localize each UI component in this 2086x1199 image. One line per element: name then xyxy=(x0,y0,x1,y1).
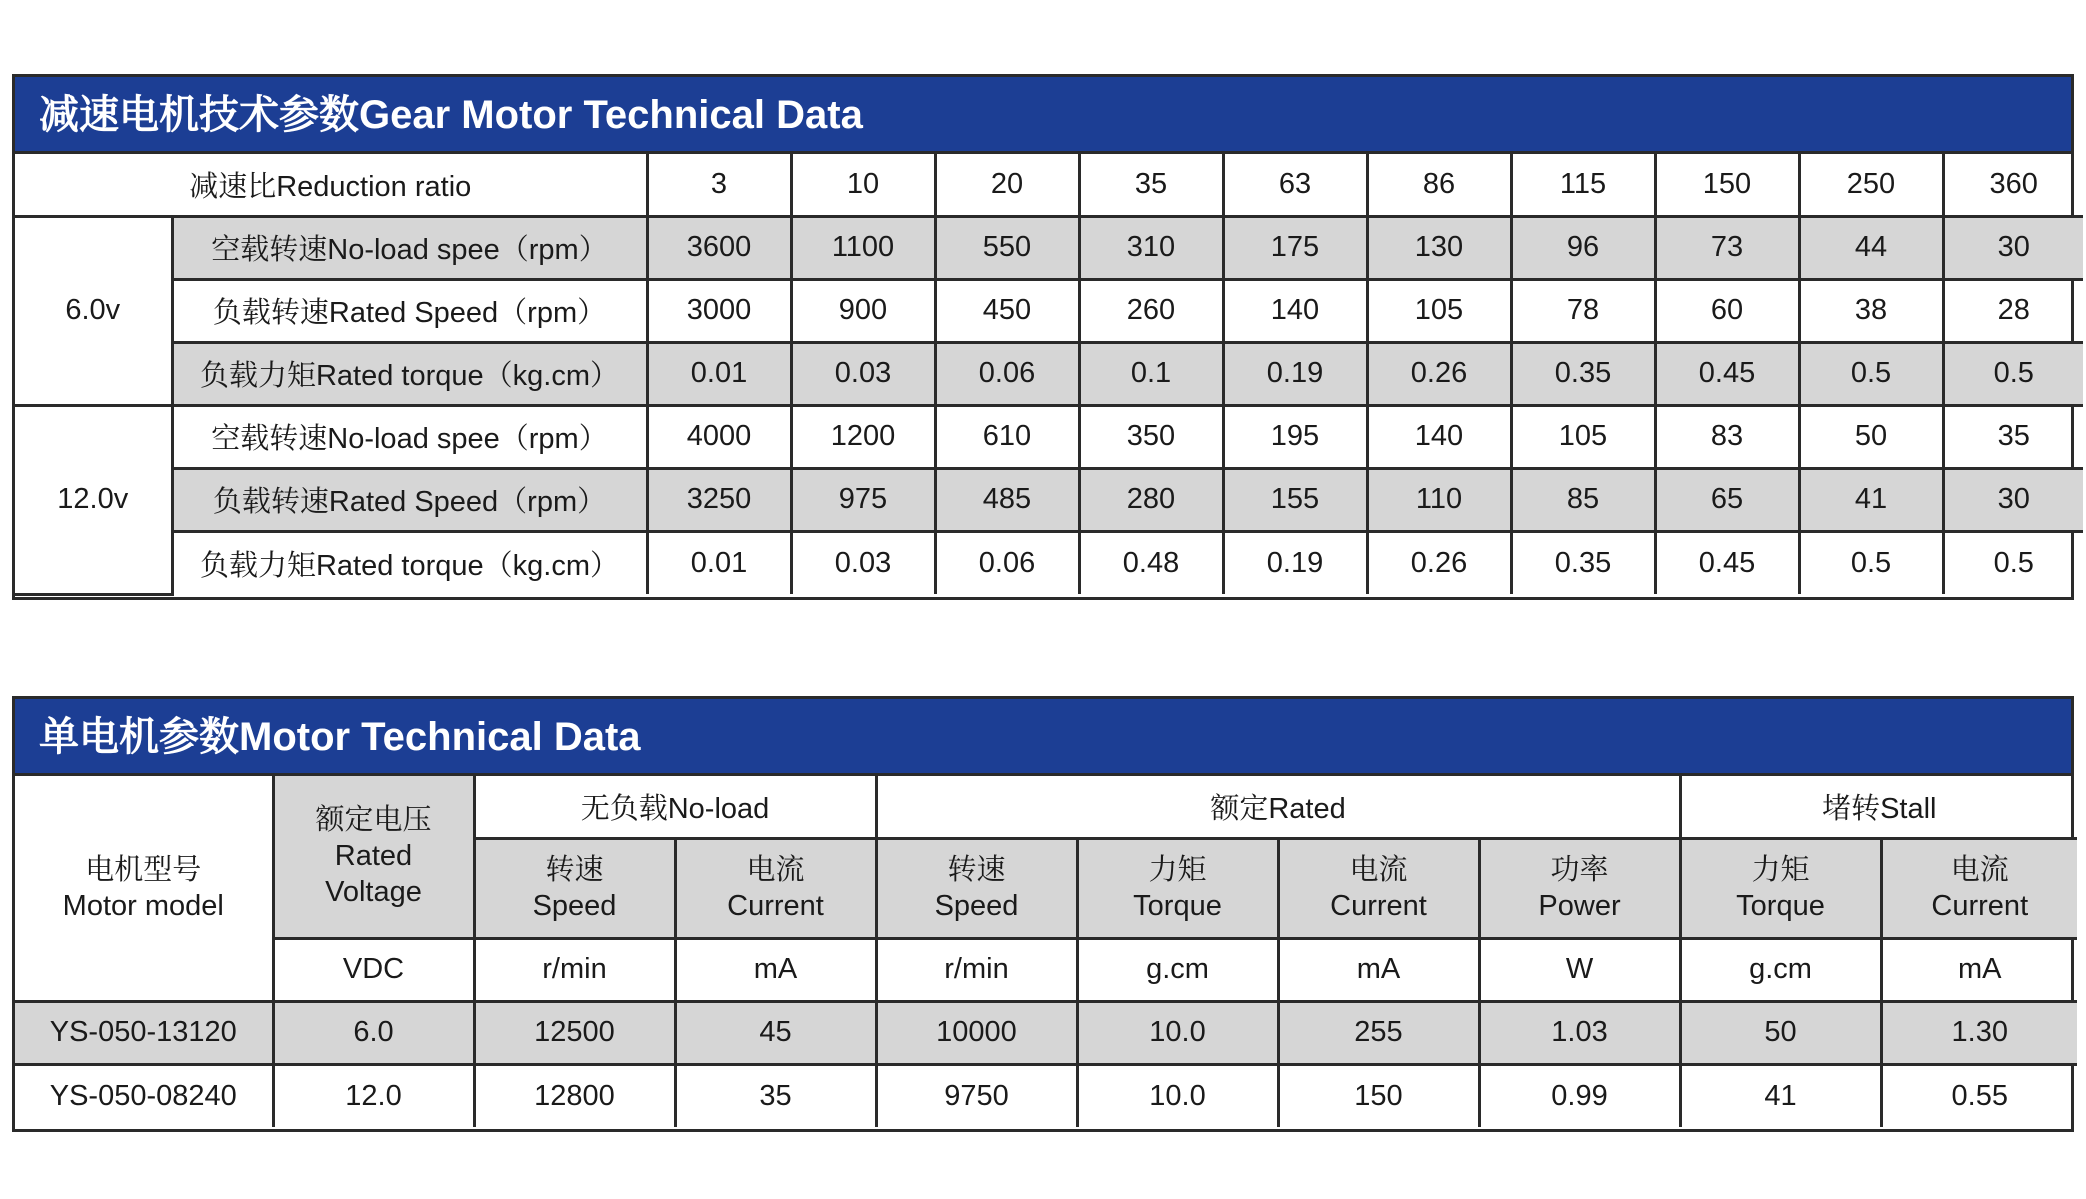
ratio-cell: 35 xyxy=(1079,154,1223,216)
value-cell: 38 xyxy=(1799,279,1943,342)
value-cell: 0.19 xyxy=(1223,342,1367,405)
value-cell: 0.5 xyxy=(1799,531,1943,594)
sub-header xyxy=(675,838,876,938)
value-cell: 195 xyxy=(1223,405,1367,468)
value-cell: 3250 xyxy=(647,468,791,531)
sub-header xyxy=(1077,838,1278,938)
value-cell: 10.0 xyxy=(1077,1064,1278,1127)
row-label: 负载力矩Rated torque（kg.cm） xyxy=(172,531,647,594)
value-cell: 485 xyxy=(935,468,1079,531)
value-cell: 0.19 xyxy=(1223,531,1367,594)
table-row xyxy=(15,468,2083,531)
value-cell: 350 xyxy=(1079,405,1223,468)
value-cell: 0.35 xyxy=(1511,531,1655,594)
value-cell: 0.45 xyxy=(1655,531,1799,594)
value-cell: 3600 xyxy=(647,216,791,279)
value-cell: 155 xyxy=(1223,468,1367,531)
ratio-cell: 10 xyxy=(791,154,935,216)
sub-header-cn: 功率 xyxy=(1550,854,1609,886)
value-cell: 0.5 xyxy=(1943,531,2083,594)
value-cell: 150 xyxy=(1278,1064,1479,1127)
value-cell: 6.0 xyxy=(273,1001,474,1064)
table-row xyxy=(15,1064,2077,1127)
rated-voltage-en2: Voltage xyxy=(325,876,422,909)
value-cell: 130 xyxy=(1367,216,1511,279)
value-cell: 0.5 xyxy=(1799,342,1943,405)
value-cell: 1.30 xyxy=(1881,1001,2077,1064)
rated-voltage-header xyxy=(273,776,474,938)
value-cell: 450 xyxy=(935,279,1079,342)
value-cell: 0.06 xyxy=(935,342,1079,405)
value-cell: 280 xyxy=(1079,468,1223,531)
gear-motor-table xyxy=(15,154,2083,596)
value-cell: 900 xyxy=(791,279,935,342)
sub-header-cn: 电流 xyxy=(1349,854,1408,886)
value-cell: 12.0 xyxy=(273,1064,474,1127)
unit-row xyxy=(15,938,2077,1001)
model-cell: YS-050-13120 xyxy=(15,1001,273,1064)
row-label: 负载转速Rated Speed（rpm） xyxy=(172,279,647,342)
table-row xyxy=(15,342,2083,405)
group-header-row xyxy=(15,776,2077,838)
ratio-cell: 3 xyxy=(647,154,791,216)
sub-header xyxy=(1680,838,1881,938)
row-label: 空载转速No-load spee（rpm） xyxy=(172,405,647,468)
value-cell: 140 xyxy=(1367,405,1511,468)
sub-header-cn: 力矩 xyxy=(1148,854,1207,886)
gear-motor-panel xyxy=(12,74,2074,600)
value-cell: 0.26 xyxy=(1367,342,1511,405)
ratio-cell: 20 xyxy=(935,154,1079,216)
sub-header-en: Current xyxy=(1931,890,2029,922)
motor-table xyxy=(15,776,2077,1127)
value-cell: 1200 xyxy=(791,405,935,468)
value-cell: 4000 xyxy=(647,405,791,468)
table-row xyxy=(15,279,2083,342)
value-cell: 105 xyxy=(1511,405,1655,468)
value-cell: 45 xyxy=(675,1001,876,1064)
sub-header-en: Torque xyxy=(1133,890,1222,922)
value-cell: 0.55 xyxy=(1881,1064,2077,1127)
unit-cell: mA xyxy=(1881,938,2077,1001)
sub-header-cn: 力矩 xyxy=(1751,854,1810,886)
sub-header-cn: 转速 xyxy=(545,854,604,886)
motor-model-cn: 电机型号 xyxy=(85,853,202,886)
value-cell: 0.26 xyxy=(1367,531,1511,594)
sub-header xyxy=(1881,838,2077,938)
value-cell: 0.35 xyxy=(1511,342,1655,405)
sub-header-en: Speed xyxy=(934,890,1019,922)
table-row xyxy=(15,405,2083,468)
ratio-cell: 115 xyxy=(1511,154,1655,216)
rated-group-header: 额定Rated xyxy=(876,776,1680,838)
stall-group-header: 堵转Stall xyxy=(1680,776,2077,838)
unit-cell: mA xyxy=(675,938,876,1001)
row-label: 负载转速Rated Speed（rpm） xyxy=(172,468,647,531)
value-cell: 0.1 xyxy=(1079,342,1223,405)
sub-header xyxy=(1278,838,1479,938)
unit-cell: r/min xyxy=(474,938,675,1001)
gear-motor-title: 减速电机技术参数Gear Motor Technical Data xyxy=(15,77,2071,154)
value-cell: 0.5 xyxy=(1943,342,2083,405)
value-cell: 96 xyxy=(1511,216,1655,279)
value-cell: 0.06 xyxy=(935,531,1079,594)
value-cell: 105 xyxy=(1367,279,1511,342)
ratio-cell: 86 xyxy=(1367,154,1511,216)
reduction-ratio-label: 减速比Reduction ratio xyxy=(15,154,647,216)
model-cell: YS-050-08240 xyxy=(15,1064,273,1127)
sub-header xyxy=(474,838,675,938)
noload-group-header: 无负载No-load xyxy=(474,776,876,838)
sub-header-cn: 转速 xyxy=(947,854,1006,886)
value-cell: 550 xyxy=(935,216,1079,279)
value-cell: 65 xyxy=(1655,468,1799,531)
value-cell: 41 xyxy=(1799,468,1943,531)
reduction-ratio-row xyxy=(15,154,2083,216)
value-cell: 0.01 xyxy=(647,531,791,594)
value-cell: 12800 xyxy=(474,1064,675,1127)
sub-header-cn: 电流 xyxy=(1950,854,2009,886)
value-cell: 10000 xyxy=(876,1001,1077,1064)
value-cell: 255 xyxy=(1278,1001,1479,1064)
value-cell: 3000 xyxy=(647,279,791,342)
value-cell: 175 xyxy=(1223,216,1367,279)
unit-cell: r/min xyxy=(876,938,1077,1001)
table-row xyxy=(15,216,2083,279)
ratio-cell: 63 xyxy=(1223,154,1367,216)
value-cell: 0.45 xyxy=(1655,342,1799,405)
unit-cell: g.cm xyxy=(1680,938,1881,1001)
voltage-label: 12.0v xyxy=(15,405,172,594)
value-cell: 50 xyxy=(1799,405,1943,468)
value-cell: 260 xyxy=(1079,279,1223,342)
value-cell: 85 xyxy=(1511,468,1655,531)
motor-title: 单电机参数Motor Technical Data xyxy=(15,699,2071,776)
sub-header-en: Torque xyxy=(1736,890,1825,922)
sub-header-en: Power xyxy=(1538,890,1621,922)
ratio-cell: 250 xyxy=(1799,154,1943,216)
unit-cell: W xyxy=(1479,938,1680,1001)
value-cell: 35 xyxy=(675,1064,876,1127)
value-cell: 0.03 xyxy=(791,531,935,594)
value-cell: 12500 xyxy=(474,1001,675,1064)
voltage-label: 6.0v xyxy=(15,216,172,405)
unit-cell: g.cm xyxy=(1077,938,1278,1001)
value-cell: 0.48 xyxy=(1079,531,1223,594)
sub-header-en: Current xyxy=(727,890,824,922)
value-cell: 9750 xyxy=(876,1064,1077,1127)
table-row xyxy=(15,531,2083,594)
value-cell: 60 xyxy=(1655,279,1799,342)
unit-cell: mA xyxy=(1278,938,1479,1001)
value-cell: 1100 xyxy=(791,216,935,279)
value-cell: 83 xyxy=(1655,405,1799,468)
motor-model-header xyxy=(15,776,273,1001)
value-cell: 0.03 xyxy=(791,342,935,405)
value-cell: 0.01 xyxy=(647,342,791,405)
row-label: 负载力矩Rated torque（kg.cm） xyxy=(172,342,647,405)
sub-header-en: Current xyxy=(1330,890,1427,922)
value-cell: 140 xyxy=(1223,279,1367,342)
value-cell: 73 xyxy=(1655,216,1799,279)
value-cell: 30 xyxy=(1943,468,2083,531)
value-cell: 610 xyxy=(935,405,1079,468)
value-cell: 50 xyxy=(1680,1001,1881,1064)
rated-voltage-en1: Rated xyxy=(334,840,413,873)
motor-panel xyxy=(12,696,2074,1132)
sub-header-en: Speed xyxy=(532,890,617,922)
sub-header-cn: 电流 xyxy=(746,854,805,886)
value-cell: 28 xyxy=(1943,279,2083,342)
sub-header xyxy=(876,838,1077,938)
value-cell: 975 xyxy=(791,468,935,531)
value-cell: 310 xyxy=(1079,216,1223,279)
value-cell: 35 xyxy=(1943,405,2083,468)
value-cell: 41 xyxy=(1680,1064,1881,1127)
ratio-cell: 150 xyxy=(1655,154,1799,216)
value-cell: 78 xyxy=(1511,279,1655,342)
value-cell: 44 xyxy=(1799,216,1943,279)
sub-header xyxy=(1479,838,1680,938)
value-cell: 0.99 xyxy=(1479,1064,1680,1127)
ratio-cell: 360 xyxy=(1943,154,2083,216)
rated-voltage-cn: 额定电压 xyxy=(315,804,432,837)
value-cell: 30 xyxy=(1943,216,2083,279)
table-row xyxy=(15,1001,2077,1064)
row-label: 空载转速No-load spee（rpm） xyxy=(172,216,647,279)
motor-model-en: Motor model xyxy=(62,889,224,922)
unit-cell: VDC xyxy=(273,938,474,1001)
value-cell: 110 xyxy=(1367,468,1511,531)
value-cell: 1.03 xyxy=(1479,1001,1680,1064)
value-cell: 10.0 xyxy=(1077,1001,1278,1064)
